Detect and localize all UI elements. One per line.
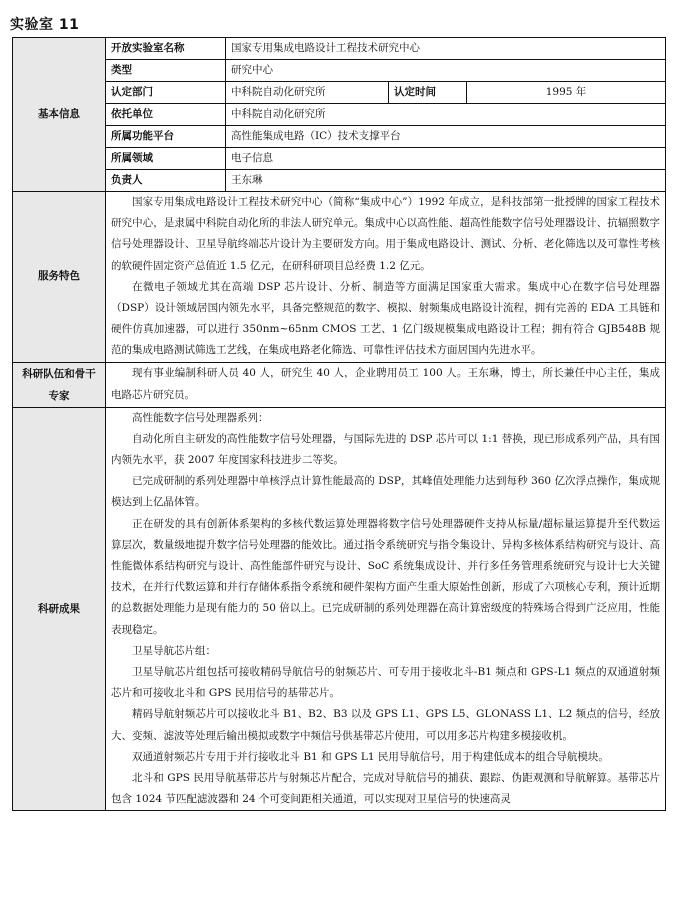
results-paragraph: 自动化所自主研发的高性能数字信号处理器，与国际先进的 DSP 芯片可以 1:1 替换，现已形成系列产品，具有国内领先水平，获 2007 年度国家科技进步二等奖。	[111, 432, 661, 467]
results-text	[106, 407, 666, 811]
basic-row-department	[13, 82, 666, 104]
value-type: 研究中心	[226, 60, 666, 82]
value-lab-name: 国家专用集成电路设计工程技术研究中心	[226, 38, 666, 60]
team-paragraph: 现有事业编制科研人员 40 人，研究生 40 人，企业聘用员工 100 人。王东琳，博士，所长兼任中心主任，集成电路芯片研究员。	[111, 367, 661, 401]
results-paragraph: 北斗和 GPS 民用导航基带芯片与射频芯片配合，完成对导航信号的捕获、跟踪、伪距观测和导航解算。基带芯片包含 1024 节匹配滤波器和 24 个可变间距相关通道，可以实现对卫星信号的快速高灵	[111, 772, 661, 806]
section-basic-info: 基本信息	[13, 38, 106, 192]
label-type: 类型	[106, 60, 226, 82]
label-field: 所属领域	[106, 148, 226, 170]
results-paragraph: 双通道射频芯片专用于并行接收北斗 B1 和 GPS L1 民用导航信号，用于构建低成本的组合导航模块。	[132, 750, 609, 763]
label-host-unit: 依托单位	[106, 104, 226, 126]
value-leader: 王东琳	[226, 170, 666, 192]
team-row	[13, 362, 666, 407]
value-field: 电子信息	[226, 148, 666, 170]
label-leader: 负责人	[106, 170, 226, 192]
value-host-unit: 中科院自动化研究所	[226, 104, 666, 126]
results-paragraph: 卫星导航芯片组：	[132, 644, 216, 657]
service-row	[13, 192, 666, 363]
team-text	[106, 362, 666, 407]
basic-row-type	[13, 60, 666, 82]
label-department: 认定部门	[106, 82, 226, 104]
value-platform: 高性能集成电路（IC）技术支撑平台	[226, 126, 666, 148]
results-paragraph: 精码导航射频芯片可以接收北斗 B1、B2、B3 以及 GPS L1、GPS L5、GLONASS L1、L2 频点的信号，经放大、变频、滤波等处理后输出模拟或数字中频信号供基带芯片使用，可以用多芯片构建多模接收机。	[111, 708, 661, 742]
value-department: 中科院自动化研究所	[226, 82, 389, 104]
basic-row-leader	[13, 170, 666, 192]
results-paragraph: 卫星导航芯片组包括可接收精码导航信号的射频芯片、可专用于接收北斗-B1 频点和 GPS-L1 频点的双通道射频芯片和可接收北斗和 GPS 民用信号的基带芯片。	[111, 666, 661, 700]
label-certified-time: 认定时间	[389, 82, 467, 104]
label-platform: 所属功能平台	[106, 126, 226, 148]
page-title: 实验室 11	[10, 17, 80, 33]
service-text	[106, 192, 666, 363]
results-paragraph: 正在研发的具有创新体系架构的多核代数运算处理器将数字信号处理器硬件支持从标量/超标量运算提升至代数运算层次，数量级地提升数字信号处理器的能效比。通过指令系统研究与指令集设计、异构多核体系结构研究与设计、高性能微体系结构研究与设计、高性能部件研究与设计、SoC 系统集成设计、并行多任务管理系统研究与设计七大关键技术，在并行代数运算和并行存储体系指令系统和硬件架构方面产生重大原始性创新，形成了六项核心专利，预计近期的总数据处理能力是现有能力的 50 倍以上。已完成研制的系列处理器在高计算密级度的特殊场合得到广泛应用，性能表现稳定。	[111, 517, 661, 636]
results-row	[13, 407, 666, 811]
basic-row-field	[13, 148, 666, 170]
basic-row-name	[13, 38, 666, 60]
basic-row-platform	[13, 126, 666, 148]
section-service: 服务特色	[13, 192, 106, 363]
label-lab-name: 开放实验室名称	[106, 38, 226, 60]
section-team: 科研队伍和骨干专家	[13, 362, 106, 407]
results-paragraph: 已完成研制的系列处理器中单核浮点计算性能最高的 DSP，其峰值处理能力达到每秒 360 亿次浮点操作，集成规模达到上亿晶体管。	[111, 475, 661, 509]
section-results: 科研成果	[13, 407, 106, 811]
lab-info-table	[12, 37, 666, 811]
basic-row-host	[13, 104, 666, 126]
service-paragraph: 国家专用集成电路设计工程技术研究中心（简称“集成中心”）1992 年成立，是科技部第一批授牌的国家工程技术研究中心，是隶属中科院自动化所的非法人研究单元。集成中心以高性能、超高性能数字信号处理器设计、抗辐照数字信号处理器设计、卫星导航终端芯片设计为主要研发方向。用于集成电路设计、测试、分析、老化筛选以及可靠性考核的软硬件固定资产总值近 1.5 亿元，在研科研项目总经费 1.2 亿元。	[111, 196, 661, 272]
value-certified-time: 1995 年	[467, 82, 666, 104]
service-paragraph: 在微电子领域尤其在高端 DSP 芯片设计、分析、制造等方面满足国家重大需求。集成中心在数字信号处理器（DSP）设计领域居国内领先水平，具备完整规范的数字、模拟、射频集成电路设计流程，拥有完善的 EDA 工具链和硬件仿真加速器，可以进行 350nm~65nm CMOS 工艺、1 亿门级规模集成电路设计工程；拥有符合 GJB548B 规范的集成电路测试筛选工艺线，在集成电路老化筛选、可靠性评估技术方面居国内先进水平。	[111, 280, 661, 357]
results-paragraph: 高性能数字信号处理器系列：	[132, 411, 269, 424]
